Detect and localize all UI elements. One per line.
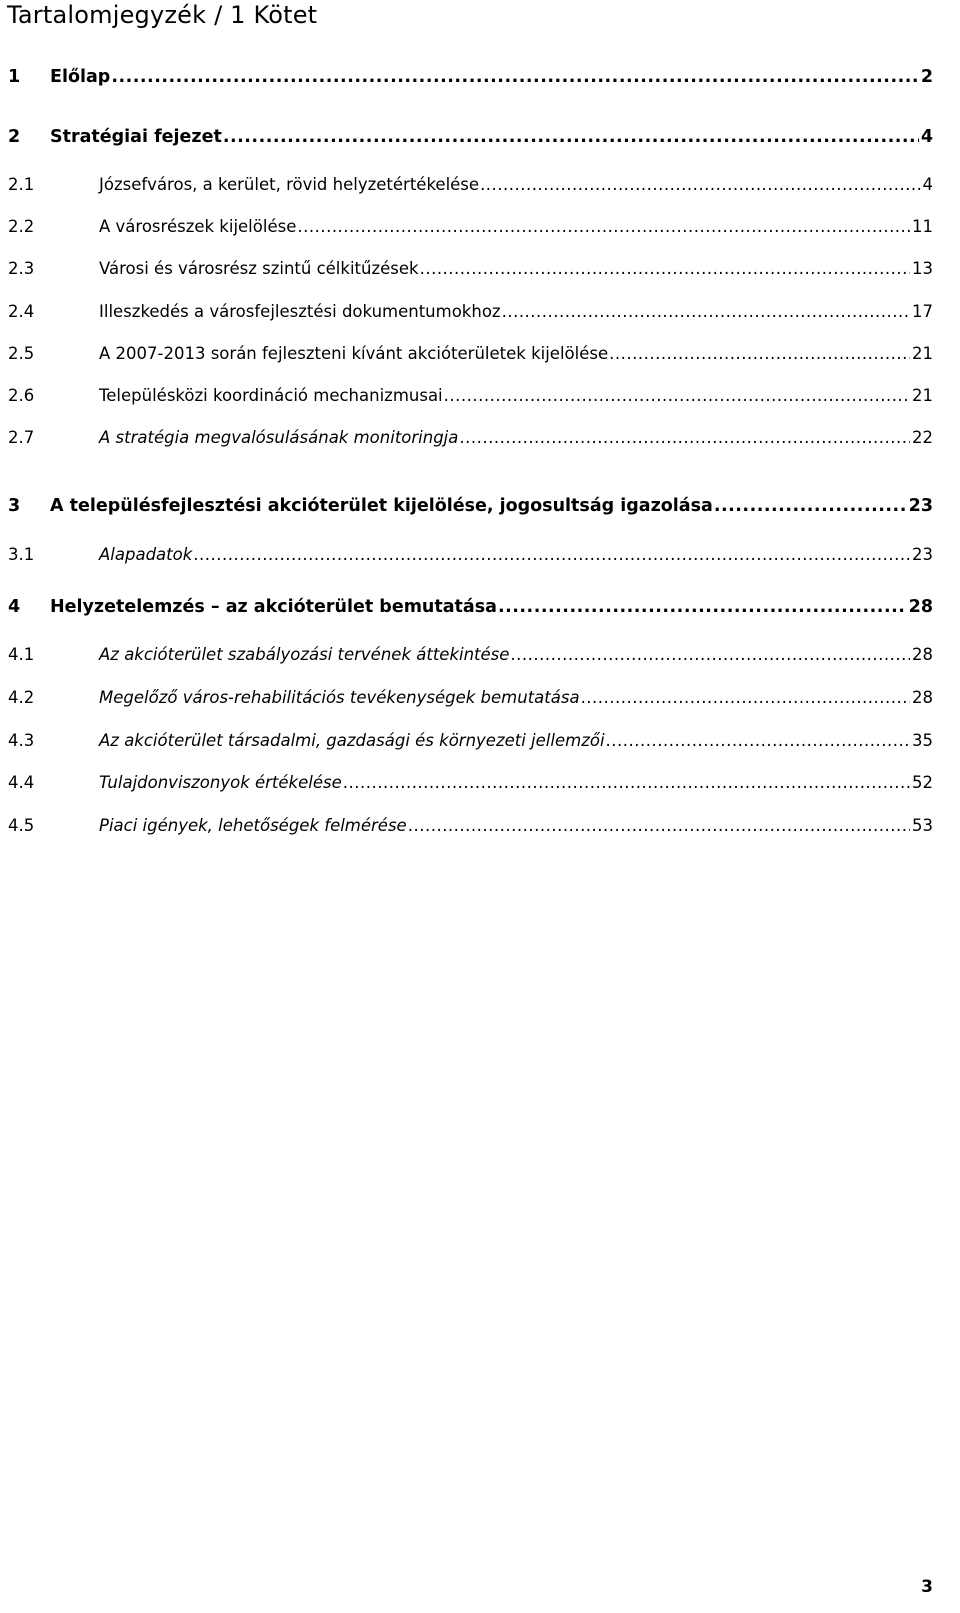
toc-entry-number: 2 [8,127,21,147]
toc-leader-dots [581,688,910,707]
toc-entry-label: Az akcióterület társadalmi, gazdasági és környezeti jellemzői [99,731,605,750]
toc-leader-dots [297,217,910,236]
toc-entry-number: 2.4 [8,302,35,321]
toc-leader-dots [193,545,910,564]
toc-entry-2-1[interactable] [8,175,933,194]
toc-entry-page: 53 [912,816,933,835]
toc-leader-dots [609,344,910,363]
toc-leader-dots [502,302,910,321]
toc-entry-number: 3.1 [8,545,35,564]
toc-entry-label: A stratégia megvalósulásának monitoringja [99,428,459,447]
toc-entry-label: Helyzetelemzés – az akcióterület bemutatása [50,597,497,617]
toc-entry-1[interactable] [8,67,933,87]
toc-entry-page: 2 [920,67,933,87]
page-number: 3 [921,1577,933,1597]
toc-entry-4-2[interactable] [8,688,933,707]
toc-entry-label: Józsefváros, a kerület, rövid helyzetértékelése [99,175,480,194]
toc-entry-number: 4.4 [8,773,35,792]
toc-entry-page: 21 [912,386,933,405]
toc-entry-number: 4.2 [8,688,35,707]
toc-entry-2-7[interactable] [8,428,933,447]
toc-leader-dots [420,259,910,278]
toc-entry-label: A településfejlesztési akcióterület kijelölése, jogosultság igazolása [50,496,713,516]
toc-entry-label: Településközi koordináció mechanizmusai [99,386,443,405]
toc-entry-page: 23 [908,496,933,516]
toc-entry-label: Megelőző város-rehabilitációs tevékenységek bemutatása [99,688,580,707]
toc-leader-dots [714,496,907,516]
toc-entry-number: 2.5 [8,344,35,363]
toc-entry-number: 4.5 [8,816,35,835]
toc-entry-page: 52 [912,773,933,792]
toc-entry-page: 4 [920,127,933,147]
toc-leader-dots [111,67,919,87]
toc-entry-2[interactable] [8,127,933,147]
toc-leader-dots [510,645,910,664]
toc-leader-dots [459,428,910,447]
toc-entry-label: Előlap [50,67,111,87]
page-title: Tartalomjegyzék / 1 Kötet [7,1,318,29]
toc-entry-page: 28 [912,645,933,664]
toc-leader-dots [444,386,910,405]
toc-entry-label: Városi és városrész szintű célkitűzések [99,259,419,278]
toc-entry-number: 1 [8,67,21,87]
toc-entry-page: 13 [912,259,933,278]
toc-entry-label: Illeszkedés a városfejlesztési dokumentumokhoz [99,302,501,321]
toc-entry-3-1[interactable] [8,545,933,564]
toc-entry-4-1[interactable] [8,645,933,664]
toc-leader-dots [606,731,910,750]
toc-entry-number: 4.3 [8,731,35,750]
toc-entry-label: A városrészek kijelölése [99,217,297,236]
toc-entry-2-5[interactable] [8,344,933,363]
toc-entry-number: 4 [8,597,21,617]
toc-leader-dots [498,597,907,617]
toc-entry-2-4[interactable] [8,302,933,321]
toc-entry-page: 22 [912,428,933,447]
toc-leader-dots [408,816,910,835]
toc-entry-page: 23 [912,545,933,564]
toc-entry-number: 2.6 [8,386,35,405]
toc-entry-page: 28 [908,597,933,617]
toc-entry-page: 35 [912,731,933,750]
toc-entry-page: 4 [922,175,933,194]
toc-entry-2-3[interactable] [8,259,933,278]
toc-entry-4-5[interactable] [8,816,933,835]
toc-entry-label: Stratégiai fejezet [50,127,222,147]
toc-entry-number: 3 [8,496,21,516]
toc-leader-dots [343,773,910,792]
toc-entry-4-3[interactable] [8,731,933,750]
toc-entry-label: Az akcióterület szabályozási tervének áttekintése [99,645,510,664]
toc-entry-page: 28 [912,688,933,707]
toc-entry-page: 11 [912,217,933,236]
toc-leader-dots [480,175,920,194]
toc-entry-label: Piaci igények, lehetőségek felmérése [99,816,407,835]
toc-entry-2-2[interactable] [8,217,933,236]
toc-entry-number: 2.2 [8,217,35,236]
toc-entry-4[interactable] [8,597,933,617]
toc-entry-4-4[interactable] [8,773,933,792]
toc-entry-2-6[interactable] [8,386,933,405]
toc-entry-label: Alapadatok [99,545,193,564]
toc-leader-dots [223,127,919,147]
toc-entry-3[interactable] [8,496,933,516]
toc-entry-number: 2.3 [8,259,35,278]
toc-entry-number: 2.7 [8,428,35,447]
toc-entry-label: Tulajdonviszonyok értékelése [99,773,342,792]
toc-entry-label: A 2007-2013 során fejleszteni kívánt akcióterületek kijelölése [99,344,609,363]
toc-entry-number: 2.1 [8,175,35,194]
toc-entry-page: 17 [912,302,933,321]
toc-entry-number: 4.1 [8,645,35,664]
toc-entry-page: 21 [912,344,933,363]
